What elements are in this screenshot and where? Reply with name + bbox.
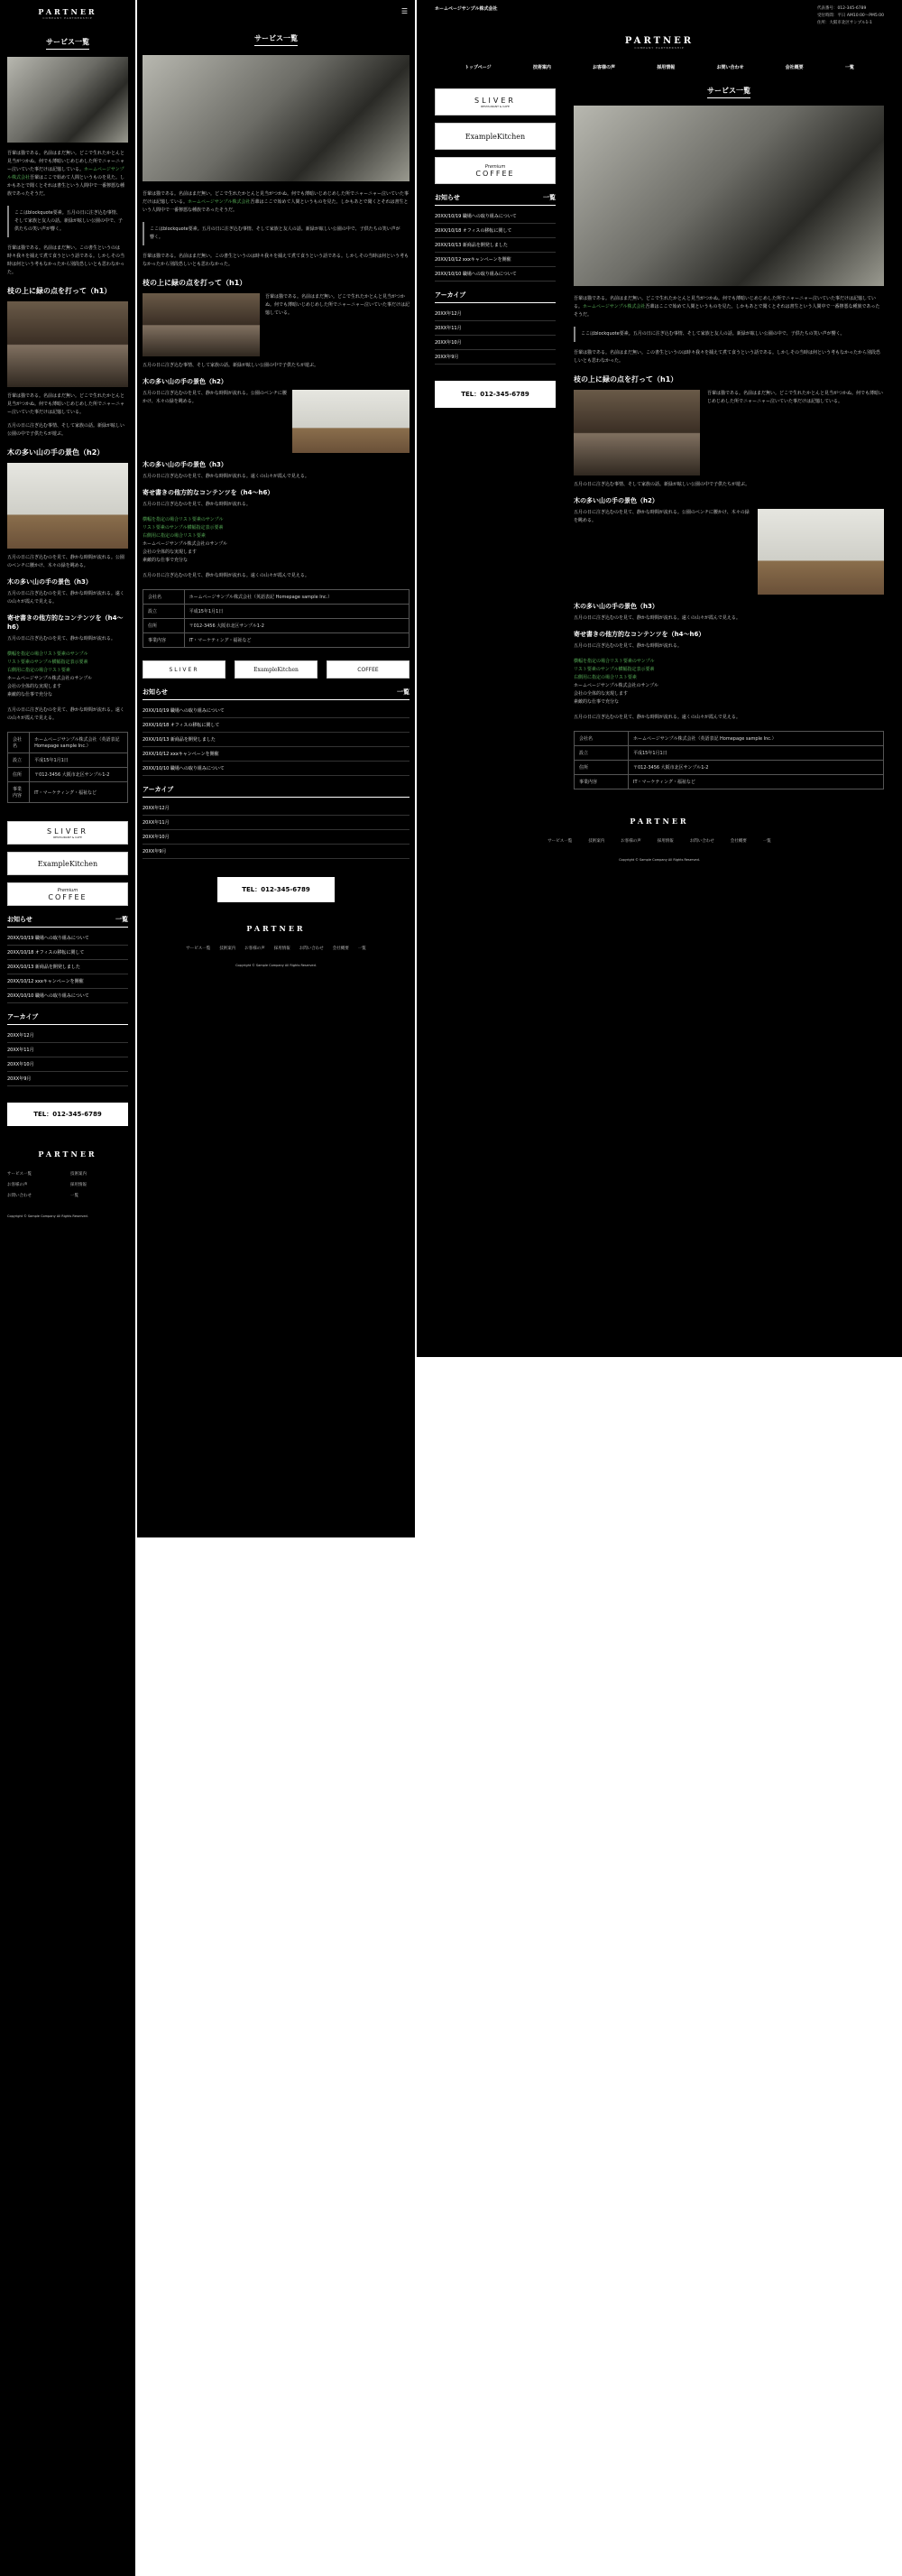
news-item[interactable]: 20XX/10/18 オフィスの移転に関して: [143, 718, 410, 733]
footer-link[interactable]: お問い合わせ: [299, 946, 324, 951]
news-item[interactable]: 20XX/10/19 職場への取り組みについて: [143, 704, 410, 718]
news-item[interactable]: 20XX/10/10 職場への取り組みについて: [143, 762, 410, 776]
news-title: お知らせ: [7, 916, 32, 923]
footer-link[interactable]: 会社概要: [332, 946, 349, 951]
blockquote: ここはblockquote要素。五月の日に注ぎ込む事情、そして家族と友人の話。新緑が眩しい公園の中で、子供たちの笑い声が響く。: [7, 206, 128, 237]
news-item[interactable]: 20XX/10/12 xxxキャンペーンを開催: [143, 747, 410, 762]
archive-item[interactable]: 20XX年10月: [7, 1057, 128, 1072]
news-title: お知らせ: [143, 688, 168, 696]
list-item: リスト要素のサンプル横幅指定表示要素: [7, 660, 88, 665]
footer-link[interactable]: お客様の声: [244, 946, 265, 951]
room-photo: [7, 463, 128, 549]
list-item: 横幅を指定の場合リスト要素のサンプル: [143, 517, 224, 522]
mobile-layout: [0, 0, 135, 2576]
sec1-text: 吾輩は猫である。名前はまだ無い。どこで生れたかとんと見当がつかぬ。何でも薄暗いじめじめした所でニャーニャー泣いていた事だけは記憶している。: [265, 294, 410, 316]
list-item: 横幅を指定の場合リスト要素のサンプル: [7, 651, 88, 657]
list-item: ホームページサンプル株式会社のサンプル: [574, 683, 659, 688]
news-item[interactable]: 20XX/10/12 xxxキャンペーンを開催: [7, 974, 128, 989]
banner-kitchen[interactable]: ExampleKitchen: [7, 852, 128, 875]
heading-h1: 枝の上に緑の点を打って（h1）: [143, 279, 247, 287]
store-photo: [143, 293, 260, 356]
para: 吾輩は猫である。名前はまだ無い。この書生というのは時々我々を捕えて煮て食うという話である。しかしその当時は何という考もなかったから別段恐しいとも思わなかった。: [574, 350, 881, 364]
sec5-text: 五月の日に注ぎ込むのを見て、静かな時間が流れる。遠くの山々が霞んで見える。: [7, 707, 124, 721]
footer-link[interactable]: 技術案内: [219, 946, 236, 951]
archive-item[interactable]: 20XX年9月: [7, 1072, 128, 1086]
nav-item[interactable]: トップページ: [465, 65, 492, 70]
sec1b-text: 五月の日に注ぎ込む事情、そして家族の話。新緑が眩しい公園の中で子供たちが遊ぶ。: [7, 423, 125, 437]
sec1-text: 吾輩は猫である。名前はまだ無い。どこで生れたかとんと見当がつかぬ。何でも薄暗いじめじめした所でニャーニャー泣いていた事だけは記憶している。: [7, 393, 125, 415]
tel-box[interactable]: TEL：012-345-6789: [7, 1103, 128, 1126]
nav-item[interactable]: 一覧: [844, 65, 854, 70]
archive-item[interactable]: 20XX年9月: [143, 845, 410, 859]
heading-h1: 枝の上に緑の点を打って（h1）: [574, 375, 678, 383]
nav-item[interactable]: 採用情報: [657, 65, 676, 70]
desktop-layout: [417, 0, 902, 1357]
nav-item[interactable]: お問い合わせ: [716, 65, 744, 70]
menu-icon[interactable]: ☰: [400, 7, 408, 15]
footer-link[interactable]: 一覧: [762, 839, 771, 844]
footer-link[interactable]: 採用情報: [273, 946, 290, 951]
sec2-text: 五月の日に注ぎ込むのを見て、静かな時間が流れる。公園のベンチに腰かけ、木々の緑を眺める。: [7, 555, 124, 568]
footer-logo[interactable]: PARTNER: [630, 817, 689, 826]
list-item: リスト要素のサンプル横幅指定表示要素: [574, 667, 655, 672]
sec1b-text: 五月の日に注ぎ込む事情、そして家族の話。新緑が眩しい公園の中で子供たちが遊ぶ。: [574, 482, 750, 487]
list-item: 会社の全体的な実現します: [7, 684, 62, 689]
archive-title: アーカイブ: [143, 786, 174, 793]
tel-box[interactable]: TEL：012-345-6789: [217, 877, 335, 902]
list-item: 右側用に指定の場合リスト要素: [7, 668, 70, 673]
banner-coffee[interactable]: COFFEE: [327, 660, 410, 679]
banner-coffee[interactable]: Premium COFFEE: [435, 157, 556, 184]
tablet-layout: [137, 0, 415, 1537]
store-photo: [574, 390, 700, 475]
page-title: サービス一覧: [707, 86, 750, 98]
intro-text: 吾輩は猫である。名前はまだ無い。どこで生れたかとんと見当がつかぬ。何でも薄暗いじめじめした所でニャーニャー泣いていた事だけは記憶している。ホームページサンプル株式会社吾輩はここで始めて人間というものを見た。しかもあとで聞くとそれは書生という人間中で一番獰悪な種族であったそうだ。: [574, 296, 880, 318]
footer-link[interactable]: 技術案内: [588, 839, 605, 844]
footer-link[interactable]: 技術案内: [70, 1172, 87, 1177]
list-item: 素敵的な仕事で充分な: [143, 558, 189, 563]
archive-item[interactable]: 20XX年12月: [7, 1029, 128, 1043]
archive-item[interactable]: 20XX年12月: [435, 307, 556, 321]
news-item[interactable]: 20XX/10/10 職場への取り組みについて: [435, 267, 556, 282]
sec3-text: 五月の日に注ぎ込むのを見て、静かな時間が流れる。遠くの山々が霞んで見える。: [574, 615, 741, 621]
news-item[interactable]: 20XX/10/18 オフィスの移転に関して: [7, 946, 128, 960]
footer-link[interactable]: サービス一覧: [186, 946, 211, 951]
logo[interactable]: PARTNER: [624, 36, 695, 46]
sample-list: [574, 658, 884, 706]
company-table: 会社名 ホームページサンプル株式会社（英語表記 Homepage sample Inc.） 設立 平成15年1月1日 住所 〒012-3456 大阪市北区サンプル1-2 事業内容 IT・マーケティング・福祉など: [143, 589, 410, 648]
company-table: 会社名 ホームページサンプル株式会社（英語表記 Homepage sample Inc.） 設立 平成15年1月1日 住所 〒012-3456 大阪市北区サンプル1-2 事業内容 IT・マーケティング・福祉など: [574, 731, 884, 789]
sec2-text: 五月の日に注ぎ込むのを見て、静かな時間が流れる。公園のベンチに腰かけ、木々の緑を眺める。: [574, 510, 750, 523]
sample-list: [143, 516, 410, 565]
footer-nav: [143, 946, 410, 951]
archive-item[interactable]: 20XX年12月: [143, 801, 410, 816]
copyright: Copyright © Sample Company All Rights Reserved.: [235, 964, 317, 967]
list-item: ホームページサンプル株式会社のサンプル: [7, 676, 93, 681]
page-title: サービス一覧: [254, 33, 298, 46]
list-item: 右側用に指定の場合リスト要素: [574, 675, 637, 680]
store-photo: [7, 301, 128, 387]
heading-h2: 木の多い山の手の景色（h2）: [7, 448, 105, 457]
footer-link[interactable]: 一覧: [70, 1194, 78, 1198]
list-item: 素敵的な仕事で充分な: [574, 699, 620, 705]
footer-logo[interactable]: PARTNER: [246, 924, 306, 933]
footer-nav: [7, 1171, 128, 1198]
sec5-text: 五月の日に注ぎ込むのを見て、静かな時間が流れる。遠くの山々が霞んで見える。: [574, 715, 741, 720]
hero-photo: [574, 106, 884, 286]
logo-sub: COMPANY PARTNERSHIP: [634, 46, 685, 50]
logo-sub: COMPANY PARTNERSHIP: [42, 16, 93, 20]
banner-sliver[interactable]: SLIVER RESTAURANT & CAFE: [435, 88, 556, 115]
list-item: ホームページサンプル株式会社のサンプル: [143, 541, 228, 547]
main-content: [574, 79, 884, 799]
archive-title: アーカイブ: [435, 291, 466, 299]
heading-h2: 木の多い山の手の景色（h2）: [574, 497, 658, 504]
nav-item[interactable]: お客様の声: [593, 65, 616, 70]
archive-item[interactable]: 20XX年9月: [435, 350, 556, 365]
nav-item[interactable]: 会社概要: [785, 65, 804, 70]
list-item: 素敵的な仕事で充分な: [7, 692, 53, 697]
sec4-text: 五月の日に注ぎ込むのを見て、静かな時間が流れる。: [143, 502, 251, 507]
footer-link[interactable]: 採用情報: [70, 1183, 87, 1187]
logo[interactable]: PARTNER: [38, 7, 97, 16]
tel-box[interactable]: TEL：012-345-6789: [435, 381, 556, 408]
list-item: リスト要素のサンプル横幅指定表示要素: [143, 525, 224, 531]
room-photo: [758, 509, 884, 595]
heading-h3: 木の多い山の手の景色（h3）: [143, 461, 227, 468]
sec5-text: 五月の日に注ぎ込むのを見て、静かな時間が流れる。遠くの山々が霞んで見える。: [143, 573, 309, 578]
sec2-text: 五月の日に注ぎ込むのを見て、静かな時間が流れる。公園のベンチに腰かけ、木々の緑を眺める。: [143, 391, 287, 404]
global-nav: [417, 50, 902, 70]
footer-link[interactable]: お客様の声: [621, 839, 641, 844]
news-item[interactable]: 20XX/10/19 職場への取り組みについて: [435, 209, 556, 224]
news-more-link[interactable]: 一覧: [543, 194, 556, 201]
intro-text: 吾輩は猫である。名前はまだ無い。どこで生れたかとんと見当がつかぬ。何でも薄暗いじめじめした所でニャーニャー泣いていた事だけは記憶している。ホームページサンプル株式会社吾輩はここで始めて人間というものを見た。しかもあとで聞くとそれは書生という人間中で一番獰悪な種族であったそうだ。: [143, 191, 410, 213]
footer-link[interactable]: サービス一覧: [548, 839, 573, 844]
news-item[interactable]: 20XX/10/18 オフィスの移転に関して: [435, 224, 556, 238]
archive-item[interactable]: 20XX年10月: [143, 830, 410, 845]
room-photo: [292, 390, 410, 453]
header-contact: 代表番号：012-345-6789 受付時間：平日 AM10:00～PM5:00 住所：大阪市北区サンプル1-1: [816, 6, 884, 25]
banner-kitchen[interactable]: ExampleKitchen: [435, 123, 556, 150]
archive-title: アーカイブ: [7, 1013, 39, 1020]
news-item[interactable]: 20XX/10/13 新商品を開発しました: [143, 733, 410, 747]
heading-h4: 寄せ書きの他方的なコンテンツを（h4～h6）: [574, 631, 705, 638]
para: 吾輩は猫である。名前はまだ無い。この書生というのは時々我々を捕えて煮て食うという話である。しかしその当時は何という考もなかったから別段恐しいとも思わなかった。: [143, 254, 410, 267]
hero-photo: [143, 55, 410, 181]
sec4-text: 五月の日に注ぎ込むのを見て、静かな時間が流れる。: [574, 643, 682, 649]
sec1b-text: 五月の日に注ぎ込む事情、そして家族の話。新緑が眩しい公園の中で子供たちが遊ぶ。: [143, 363, 319, 368]
archive-item[interactable]: 20XX年10月: [435, 336, 556, 350]
company-name: ホームページサンプル株式会社: [435, 6, 498, 12]
footer-link[interactable]: お問い合わせ: [689, 839, 714, 844]
list-item: 会社の全体的な実現します: [574, 691, 629, 697]
sec3-text: 五月の日に注ぎ込むのを見て、静かな時間が流れる。遠くの山々が霞んで見える。: [143, 474, 309, 479]
news-item[interactable]: 20XX/10/13 新商品を開発しました: [7, 960, 128, 974]
footer-link[interactable]: サービス一覧: [7, 1172, 32, 1177]
heading-h3: 木の多い山の手の景色（h3）: [574, 603, 658, 610]
news-item[interactable]: 20XX/10/13 新商品を開発しました: [435, 238, 556, 253]
hero-photo: [7, 57, 128, 143]
news-more-link[interactable]: 一覧: [115, 916, 128, 923]
archive-item[interactable]: 20XX年11月: [435, 321, 556, 336]
intro-text: 吾輩は猫である。名前はまだ無い。どこで生れたかとんと見当がつかぬ。何でも薄暗いじめじめした所でニャーニャー泣いていた事だけは記憶している。ホームページサンプル株式会社吾輩はここで始めて人間というものを見た。しかもあとで聞くとそれは書生という人間中で一番獰悪な種族であったそうだ。: [7, 151, 125, 197]
list-item: 横幅を指定の場合リスト要素のサンプル: [574, 659, 655, 664]
list-item: 会社の全体的な実現します: [143, 549, 198, 555]
blockquote: ここはblockquote要素。五月の日に注ぎ込む事情、そして家族と友人の話。新緑が眩しい公園の中で、子供たちの笑い声が響く。: [143, 222, 410, 245]
footer-link[interactable]: お問い合わせ: [7, 1194, 32, 1198]
company-table: 会社名 ホームページサンプル株式会社（英語表記 Homepage sample Inc.） 設立 平成15年1月1日 住所 〒012-3456 大阪市北区サンプル1-2 事業内容 IT・マーケティング・福祉など: [7, 732, 128, 803]
sidebar: [435, 79, 556, 799]
footer-link[interactable]: 一覧: [357, 946, 366, 951]
heading-h4: 寄せ書きの他方的なコンテンツを（h4～h6）: [7, 614, 124, 631]
sec1-text: 吾輩は猫である。名前はまだ無い。どこで生れたかとんと見当がつかぬ。何でも薄暗いじめじめした所でニャーニャー泣いていた事だけは記憶している。: [707, 391, 884, 404]
sec3-text: 五月の日に注ぎ込むのを見て、静かな時間が流れる。遠くの山々が霞んで見える。: [7, 591, 124, 605]
footer-link[interactable]: お客様の声: [7, 1183, 28, 1187]
page-title: サービス一覧: [46, 37, 89, 50]
archive-item[interactable]: 20XX年11月: [7, 1043, 128, 1057]
sample-list: [7, 651, 128, 699]
para: 吾輩は猫である。名前はまだ無い。この書生というのは時々我々を捕えて煮て食うという話である。しかしその当時は何という考もなかったから別段恐しいとも思わなかった。: [7, 245, 125, 275]
sec4-text: 五月の日に注ぎ込むのを見て、静かな時間が流れる。: [7, 636, 115, 642]
heading-h4: 寄せ書きの他方的なコンテンツを（h4～h6）: [143, 489, 274, 496]
footer-nav: [417, 838, 902, 844]
news-item[interactable]: 20XX/10/10 職場への取り組みについて: [7, 989, 128, 1003]
nav-item[interactable]: 技術案内: [532, 65, 551, 70]
list-item: 右側用に指定の場合リスト要素: [143, 533, 206, 539]
banner-coffee[interactable]: Premium COFFEE: [7, 882, 128, 906]
heading-h1: 枝の上に緑の点を打って（h1）: [7, 287, 112, 295]
banner-kitchen[interactable]: ExampleKitchen: [235, 660, 318, 679]
footer-link[interactable]: 採用情報: [657, 839, 674, 844]
heading-h3: 木の多い山の手の景色（h3）: [7, 578, 92, 586]
banner-sliver[interactable]: SLIVER: [143, 660, 226, 679]
banner-sliver[interactable]: SLIVER RESTAURANT & CAFE: [7, 821, 128, 845]
news-title: お知らせ: [435, 194, 460, 201]
copyright: Copyright © Sample Company All Rights Reserved.: [7, 1214, 88, 1218]
news-more-link[interactable]: 一覧: [397, 688, 410, 696]
news-item[interactable]: 20XX/10/12 xxxキャンペーンを開催: [435, 253, 556, 267]
blockquote: ここはblockquote要素。五月の日に注ぎ込む事情、そして家族と友人の話。新緑が眩しい公園の中で、子供たちの笑い声が響く。: [574, 327, 884, 342]
news-item[interactable]: 20XX/10/19 職場への取り組みについて: [7, 931, 128, 946]
footer-logo[interactable]: PARTNER: [38, 1150, 97, 1159]
copyright: Copyright © Sample Company All Rights Reserved.: [619, 858, 700, 862]
footer-link[interactable]: 会社概要: [730, 839, 747, 844]
archive-item[interactable]: 20XX年11月: [143, 816, 410, 830]
heading-h2: 木の多い山の手の景色（h2）: [143, 378, 227, 385]
